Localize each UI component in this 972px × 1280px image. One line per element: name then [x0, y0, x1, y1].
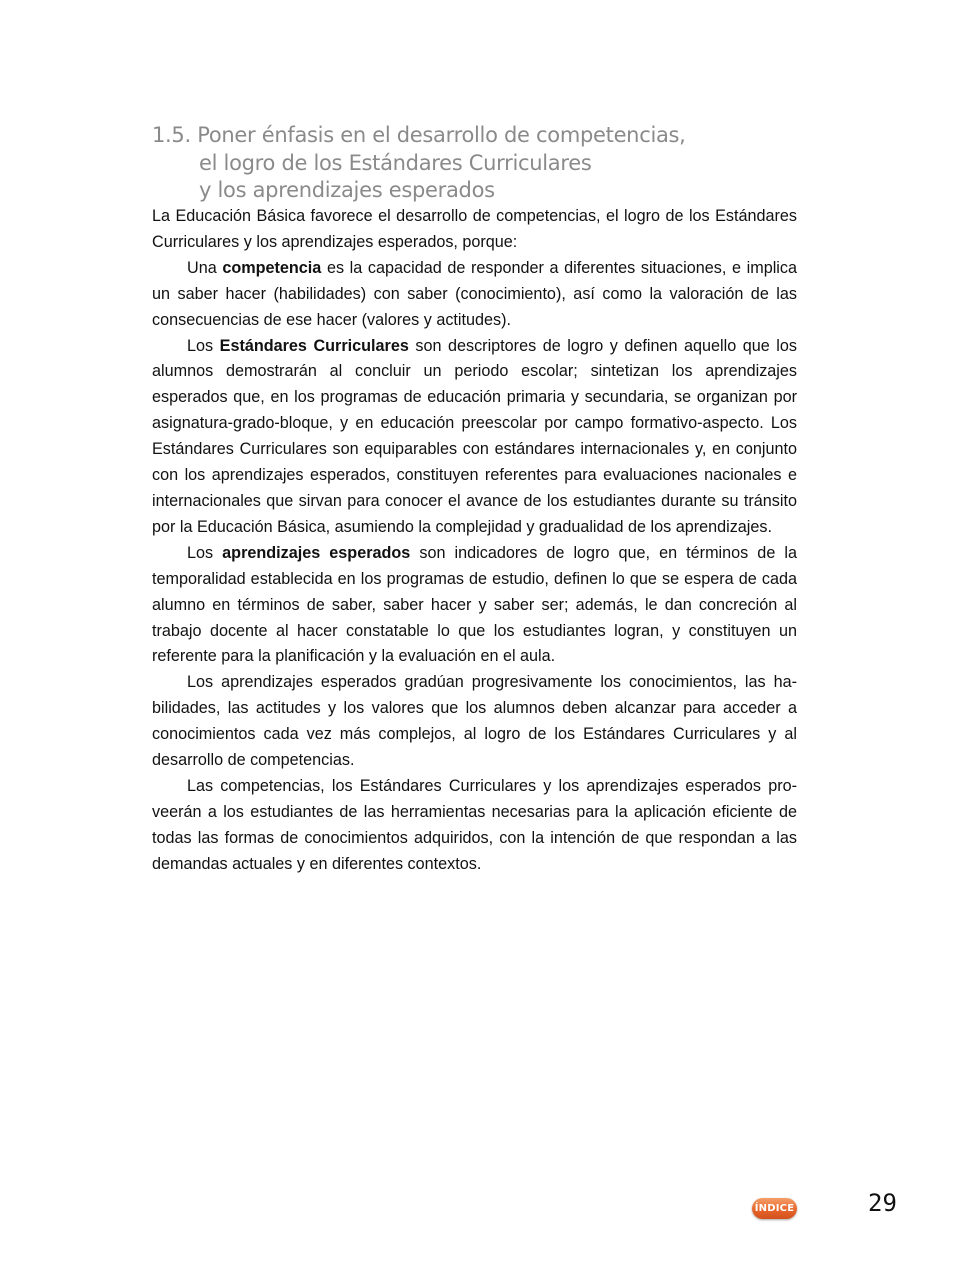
paragraph-estandares-lead: Los — [187, 336, 220, 355]
index-button[interactable]: ÍNDICE — [752, 1198, 797, 1219]
paragraph-estandares-text: son descriptores de logro y definen aquello que los alumnos demostrarán al concluir un periodo escolar; sintetizan los aprendizajes esperados que, en los programas de educación primaria y secundaria, se organizan por asignatura-grado-bloque, y en educación preescolar por campo formativo-aspecto. Los Estándares Curriculares son equiparables con estándares internacionales y, en conjunto con los aprendizajes esperados, constituyen referentes para evaluaciones nacionales e internacionales que sirvan para conocer el avance de los estudiantes durante su tránsito por la Educación Básica, asumiendo la complejidad y gradualidad de los aprendizajes. — [152, 336, 797, 536]
paragraph-aprendizajes-lead: Los — [187, 543, 223, 562]
term-competencia: competencia — [222, 258, 322, 277]
paragraph-competencia-text: es la capacidad de responder a diferentes situaciones, e implica un saber hacer (habilidades) con saber (conocimiento), así como la valoración de las consecuencias de ese hacer (valores y actitudes). — [152, 258, 797, 329]
paragraph-estandares — [152, 334, 797, 541]
paragraph-competencia-lead: Una — [187, 258, 223, 277]
section-heading-line-3: y los aprendizajes esperados — [199, 178, 495, 202]
section-heading-line-1: 1.5. Poner énfasis en el desarrollo de competencias, — [152, 123, 686, 147]
term-estandares-curriculares: Estándares Curriculares — [219, 336, 409, 355]
intro-paragraph: La Educación Básica favorece el desarrollo de competencias, el logro de los Estándares Curriculares y los aprendizajes esperados, porque: — [152, 207, 797, 251]
section-heading — [152, 122, 812, 205]
paragraph-conclusion: Las competencias, los Estándares Curriculares y los aprendizajes esperados proveerán a los estudiantes de las herramientas necesarias para la aplicación eficiente de todas las formas de conocimientos adquiridos, con la intención de que respondan a las demandas actuales y en diferentes contextos. — [152, 776, 797, 873]
section-heading-line-2: el logro de los Estándares Curriculares — [199, 150, 592, 175]
paragraph-aprendizajes-text: son indicadores de logro que, en términos de la temporalidad establecida en los programas de estudio, definen lo que se espera de cada alumno en términos de saber, saber hacer y saber ser; además, le dan concreción al trabajo docente al hacer constatable lo que los estudiantes logran, y constituyen un referente para la planificación y la evaluación en el aula. — [152, 543, 797, 666]
paragraph-competencia — [152, 256, 797, 334]
paragraph-aprendizajes — [152, 541, 797, 671]
page-number: 29 — [868, 1189, 897, 1217]
term-aprendizajes-esperados: aprendizajes esperados — [222, 543, 411, 562]
body-text — [152, 204, 797, 878]
paragraph-graduacion: Los aprendizajes esperados gradúan progresivamente los conocimientos, las habilidades, las actitudes y los valores que los alumnos deben alcanzar para acceder a conocimientos cada vez más complejos, al logro de los Estándares Curriculares y al desarrollo de competencias. — [152, 673, 797, 770]
